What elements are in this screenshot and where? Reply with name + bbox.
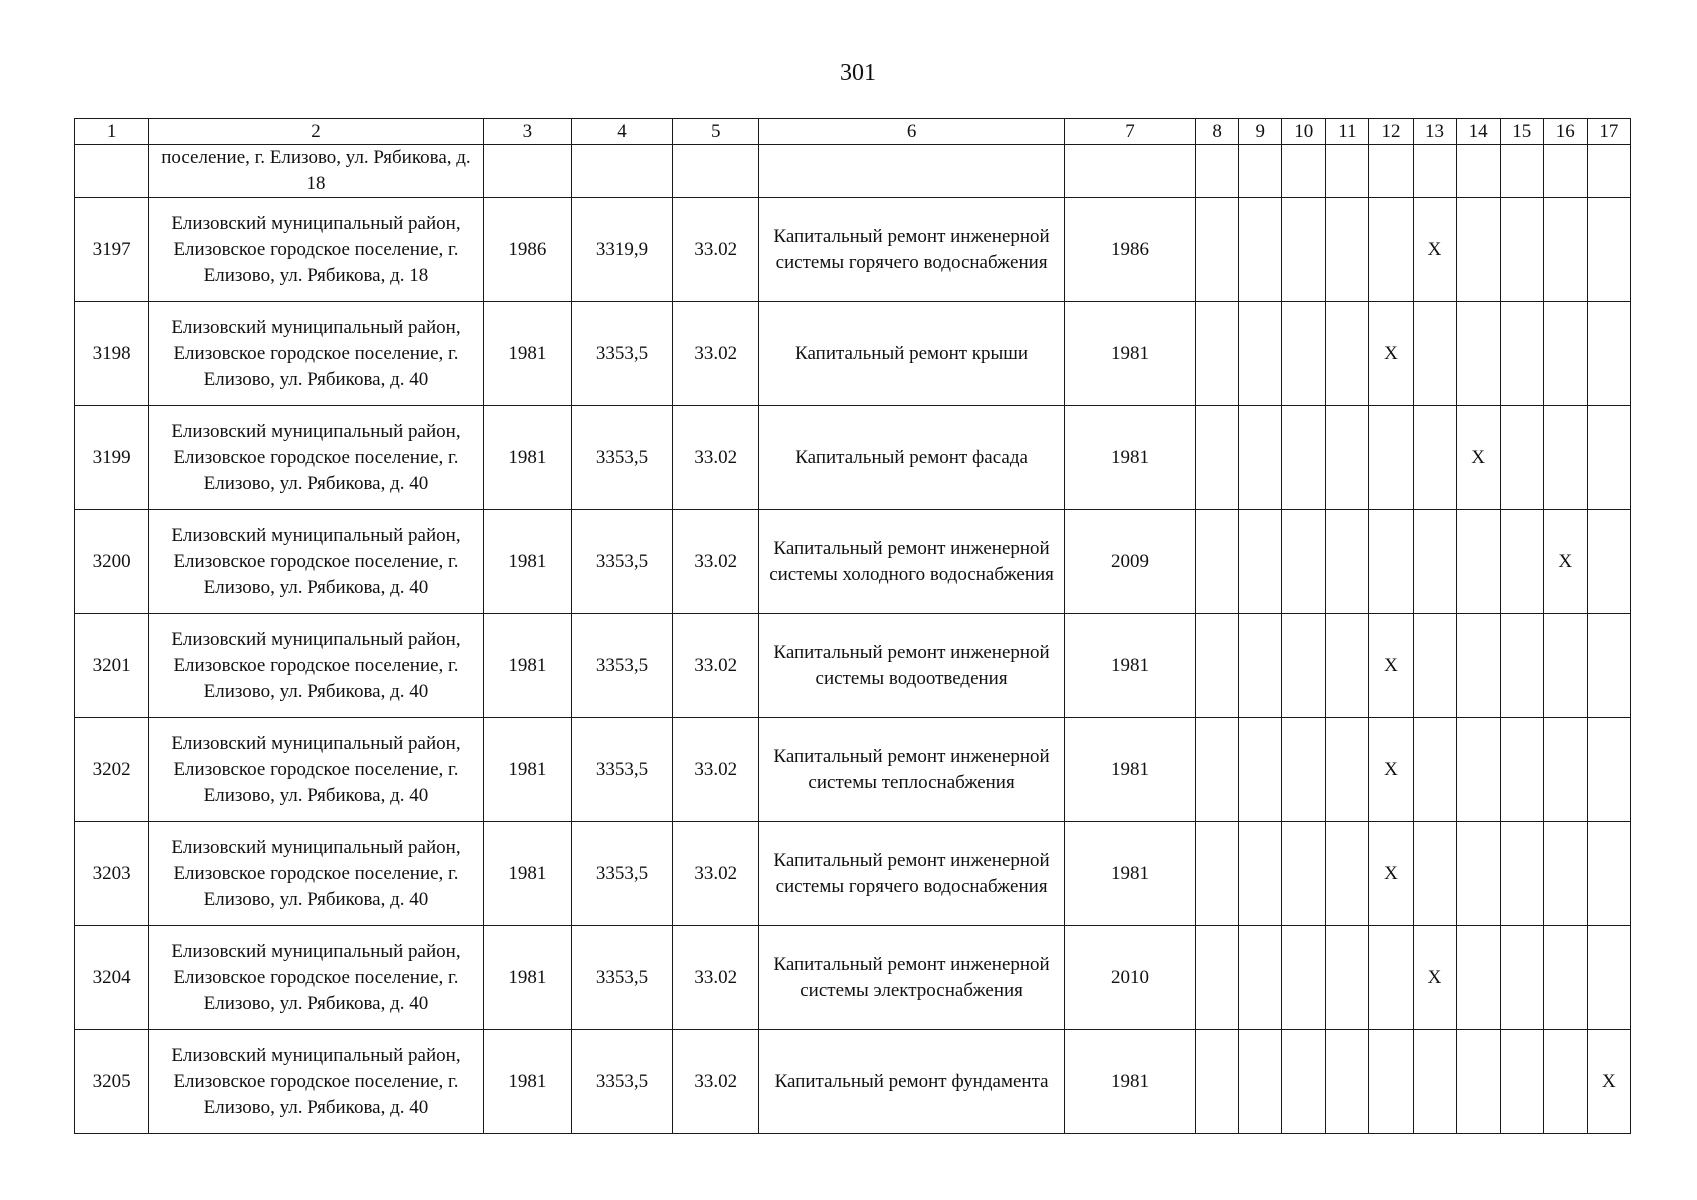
- header-cell-14: 14: [1456, 119, 1500, 145]
- cell-col-17: [1587, 718, 1630, 822]
- cell-num: 3200: [75, 510, 149, 614]
- cell-num: 3199: [75, 406, 149, 510]
- cell-col-16: [1543, 822, 1587, 926]
- cell-year: 1986: [483, 198, 571, 302]
- cell-col-15: [1500, 198, 1543, 302]
- cell-mark: X: [1369, 614, 1413, 718]
- cell-col-10: [1282, 145, 1326, 198]
- cell-col-11: [1326, 510, 1369, 614]
- cell-code: 33.02: [673, 926, 759, 1030]
- cell-col-11: [1326, 198, 1369, 302]
- header-cell-2: 2: [149, 119, 484, 145]
- cell-year: 1981: [483, 926, 571, 1030]
- cell-num: 3205: [75, 1030, 149, 1134]
- cell-col-9: [1239, 822, 1282, 926]
- cell-col-17: [1587, 822, 1630, 926]
- header-cell-4: 4: [571, 119, 672, 145]
- header-cell-13: 13: [1413, 119, 1456, 145]
- header-cell-6: 6: [759, 119, 1065, 145]
- cell-code: 33.02: [673, 406, 759, 510]
- cell-code: 33.02: [673, 1030, 759, 1134]
- cell-address: Елизовский муниципальный район, Елизовское городское поселение, г. Елизово, ул. Рябикова, д. 40: [149, 406, 484, 510]
- cell-mark: X: [1369, 718, 1413, 822]
- table-row: [75, 198, 1631, 302]
- table-row: [75, 406, 1631, 510]
- cell-col-9: [1239, 926, 1282, 1030]
- cell-last-year: 2010: [1064, 926, 1195, 1030]
- header-cell-17: 17: [1587, 119, 1630, 145]
- header-cell-7: 7: [1064, 119, 1195, 145]
- cell-work: Капитальный ремонт инженерной системы горячего водоснабжения: [759, 822, 1065, 926]
- cell-col-8: [1196, 1030, 1239, 1134]
- cell-col-16: [1543, 145, 1587, 198]
- cell-num: [75, 145, 149, 198]
- header-cell-10: 10: [1282, 119, 1326, 145]
- cell-col-12: [1369, 406, 1413, 510]
- cell-work: Капитальный ремонт инженерной системы электроснабжения: [759, 926, 1065, 1030]
- cell-num: 3197: [75, 198, 149, 302]
- cell-col-14: [1456, 1030, 1500, 1134]
- cell-col-14: [1456, 302, 1500, 406]
- table-row: [75, 614, 1631, 718]
- cell-work: Капитальный ремонт крыши: [759, 302, 1065, 406]
- cell-col-11: [1326, 145, 1369, 198]
- header-cell-8: 8: [1196, 119, 1239, 145]
- cell-last-year: 1981: [1064, 1030, 1195, 1134]
- cell-last-year: 1981: [1064, 718, 1195, 822]
- cell-col-14: [1456, 926, 1500, 1030]
- cell-year: 1981: [483, 614, 571, 718]
- table-row: [75, 510, 1631, 614]
- cell-num: 3201: [75, 614, 149, 718]
- cell-col-8: [1196, 614, 1239, 718]
- cell-address: Елизовский муниципальный район, Елизовское городское поселение, г. Елизово, ул. Рябикова, д. 40: [149, 614, 484, 718]
- cell-year: 1981: [483, 718, 571, 822]
- cell-address: Елизовский муниципальный район, Елизовское городское поселение, г. Елизово, ул. Рябикова, д. 40: [149, 822, 484, 926]
- cell-area: 3353,5: [571, 1030, 672, 1134]
- table-body: [75, 145, 1631, 1134]
- header-cell-15: 15: [1500, 119, 1543, 145]
- register-table: [74, 118, 1631, 1134]
- cell-last-year: 2009: [1064, 510, 1195, 614]
- cell-last-year: 1981: [1064, 822, 1195, 926]
- cell-col-17: [1587, 302, 1630, 406]
- cell-col-10: [1282, 198, 1326, 302]
- cell-area: 3319,9: [571, 198, 672, 302]
- header-row: [75, 119, 1631, 145]
- cell-num: 3204: [75, 926, 149, 1030]
- cell-code: 33.02: [673, 198, 759, 302]
- cell-col-11: [1326, 926, 1369, 1030]
- continuation-row: [75, 145, 1631, 198]
- cell-year: [483, 145, 571, 198]
- cell-col-8: [1196, 145, 1239, 198]
- cell-col-8: [1196, 198, 1239, 302]
- cell-col-15: [1500, 614, 1543, 718]
- header-cell-12: 12: [1369, 119, 1413, 145]
- cell-col-14: [1456, 718, 1500, 822]
- cell-year: 1981: [483, 822, 571, 926]
- cell-last-year: 1981: [1064, 302, 1195, 406]
- cell-area: 3353,5: [571, 926, 672, 1030]
- cell-work: Капитальный ремонт фундамента: [759, 1030, 1065, 1134]
- cell-col-13: [1413, 718, 1456, 822]
- cell-code: 33.02: [673, 822, 759, 926]
- cell-col-10: [1282, 718, 1326, 822]
- cell-last-year: 1986: [1064, 198, 1195, 302]
- cell-area: 3353,5: [571, 614, 672, 718]
- header-cell-3: 3: [483, 119, 571, 145]
- cell-col-11: [1326, 718, 1369, 822]
- cell-col-12: [1369, 145, 1413, 198]
- cell-col-10: [1282, 614, 1326, 718]
- cell-mark: X: [1413, 198, 1456, 302]
- cell-last-year: 1981: [1064, 614, 1195, 718]
- cell-col-8: [1196, 302, 1239, 406]
- cell-work: [759, 145, 1065, 198]
- cell-work: Капитальный ремонт инженерной системы водоотведения: [759, 614, 1065, 718]
- cell-mark: X: [1413, 926, 1456, 1030]
- cell-col-14: [1456, 614, 1500, 718]
- cell-col-16: [1543, 1030, 1587, 1134]
- cell-col-10: [1282, 822, 1326, 926]
- cell-area: 3353,5: [571, 510, 672, 614]
- cell-col-15: [1500, 406, 1543, 510]
- cell-col-15: [1500, 1030, 1543, 1134]
- cell-col-15: [1500, 145, 1543, 198]
- cell-col-10: [1282, 926, 1326, 1030]
- cell-num: 3202: [75, 718, 149, 822]
- cell-address: Елизовский муниципальный район, Елизовское городское поселение, г. Елизово, ул. Рябикова, д. 40: [149, 302, 484, 406]
- cell-col-17: [1587, 198, 1630, 302]
- cell-code: 33.02: [673, 302, 759, 406]
- cell-year: 1981: [483, 1030, 571, 1134]
- cell-col-16: [1543, 198, 1587, 302]
- cell-address: Елизовский муниципальный район, Елизовское городское поселение, г. Елизово, ул. Рябикова, д. 40: [149, 718, 484, 822]
- cell-address: Елизовский муниципальный район, Елизовское городское поселение, г. Елизово, ул. Рябикова, д. 18: [149, 198, 484, 302]
- table-row: [75, 718, 1631, 822]
- cell-col-8: [1196, 822, 1239, 926]
- cell-col-9: [1239, 1030, 1282, 1134]
- cell-col-17: [1587, 406, 1630, 510]
- table-row: [75, 822, 1631, 926]
- table-row: [75, 302, 1631, 406]
- cell-num: 3198: [75, 302, 149, 406]
- cell-year: 1981: [483, 406, 571, 510]
- cell-year: 1981: [483, 510, 571, 614]
- table-row: [75, 926, 1631, 1030]
- cell-col-15: [1500, 510, 1543, 614]
- page-number: 301: [840, 60, 876, 86]
- cell-col-8: [1196, 510, 1239, 614]
- cell-work: Капитальный ремонт инженерной системы горячего водоснабжения: [759, 198, 1065, 302]
- cell-col-15: [1500, 822, 1543, 926]
- cell-col-16: [1543, 926, 1587, 1030]
- cell-col-9: [1239, 614, 1282, 718]
- cell-col-11: [1326, 1030, 1369, 1134]
- cell-mark: X: [1587, 1030, 1630, 1134]
- cell-col-17: [1587, 614, 1630, 718]
- cell-col-12: [1369, 926, 1413, 1030]
- cell-col-16: [1543, 302, 1587, 406]
- cell-col-8: [1196, 926, 1239, 1030]
- cell-col-10: [1282, 302, 1326, 406]
- cell-code: 33.02: [673, 614, 759, 718]
- cell-col-9: [1239, 198, 1282, 302]
- cell-col-9: [1239, 718, 1282, 822]
- cell-work: Капитальный ремонт инженерной системы теплоснабжения: [759, 718, 1065, 822]
- cell-area: [571, 145, 672, 198]
- header-cell-1: 1: [75, 119, 149, 145]
- cell-col-10: [1282, 510, 1326, 614]
- cell-col-16: [1543, 718, 1587, 822]
- cell-col-13: [1413, 145, 1456, 198]
- header-cell-16: 16: [1543, 119, 1587, 145]
- cell-col-17: [1587, 926, 1630, 1030]
- cell-num: 3203: [75, 822, 149, 926]
- cell-col-13: [1413, 1030, 1456, 1134]
- cell-col-13: [1413, 614, 1456, 718]
- header-cell-9: 9: [1239, 119, 1282, 145]
- cell-col-8: [1196, 406, 1239, 510]
- cell-area: 3353,5: [571, 406, 672, 510]
- cell-col-13: [1413, 406, 1456, 510]
- cell-col-11: [1326, 822, 1369, 926]
- cell-col-11: [1326, 302, 1369, 406]
- cell-address: поселение, г. Елизово, ул. Рябикова, д. 18: [149, 145, 484, 198]
- cell-work: Капитальный ремонт фасада: [759, 406, 1065, 510]
- cell-mark: X: [1369, 302, 1413, 406]
- cell-area: 3353,5: [571, 822, 672, 926]
- cell-col-15: [1500, 718, 1543, 822]
- cell-col-9: [1239, 406, 1282, 510]
- cell-col-10: [1282, 1030, 1326, 1134]
- cell-col-9: [1239, 302, 1282, 406]
- cell-col-14: [1456, 822, 1500, 926]
- cell-code: [673, 145, 759, 198]
- cell-col-17: [1587, 510, 1630, 614]
- cell-address: Елизовский муниципальный район, Елизовское городское поселение, г. Елизово, ул. Рябикова, д. 40: [149, 510, 484, 614]
- cell-year: 1981: [483, 302, 571, 406]
- cell-area: 3353,5: [571, 302, 672, 406]
- cell-col-14: [1456, 510, 1500, 614]
- cell-mark: X: [1369, 822, 1413, 926]
- cell-col-9: [1239, 145, 1282, 198]
- cell-col-17: [1587, 145, 1630, 198]
- cell-col-13: [1413, 510, 1456, 614]
- cell-area: 3353,5: [571, 718, 672, 822]
- cell-col-16: [1543, 406, 1587, 510]
- cell-col-15: [1500, 926, 1543, 1030]
- cell-col-12: [1369, 510, 1413, 614]
- cell-col-14: [1456, 145, 1500, 198]
- header-cell-11: 11: [1326, 119, 1369, 145]
- cell-work: Капитальный ремонт инженерной системы холодного водоснабжения: [759, 510, 1065, 614]
- cell-col-15: [1500, 302, 1543, 406]
- cell-last-year: 1981: [1064, 406, 1195, 510]
- cell-col-10: [1282, 406, 1326, 510]
- cell-code: 33.02: [673, 510, 759, 614]
- cell-col-9: [1239, 510, 1282, 614]
- cell-mark: X: [1543, 510, 1587, 614]
- cell-col-11: [1326, 614, 1369, 718]
- cell-address: Елизовский муниципальный район, Елизовское городское поселение, г. Елизово, ул. Рябикова, д. 40: [149, 1030, 484, 1134]
- cell-code: 33.02: [673, 718, 759, 822]
- cell-col-11: [1326, 406, 1369, 510]
- cell-col-13: [1413, 302, 1456, 406]
- cell-col-14: [1456, 198, 1500, 302]
- cell-col-8: [1196, 718, 1239, 822]
- cell-mark: X: [1456, 406, 1500, 510]
- cell-col-12: [1369, 198, 1413, 302]
- cell-address: Елизовский муниципальный район, Елизовское городское поселение, г. Елизово, ул. Рябикова, д. 40: [149, 926, 484, 1030]
- cell-col-16: [1543, 614, 1587, 718]
- table-row: [75, 1030, 1631, 1134]
- cell-col-13: [1413, 822, 1456, 926]
- cell-col-12: [1369, 1030, 1413, 1134]
- cell-last-year: [1064, 145, 1195, 198]
- header-cell-5: 5: [673, 119, 759, 145]
